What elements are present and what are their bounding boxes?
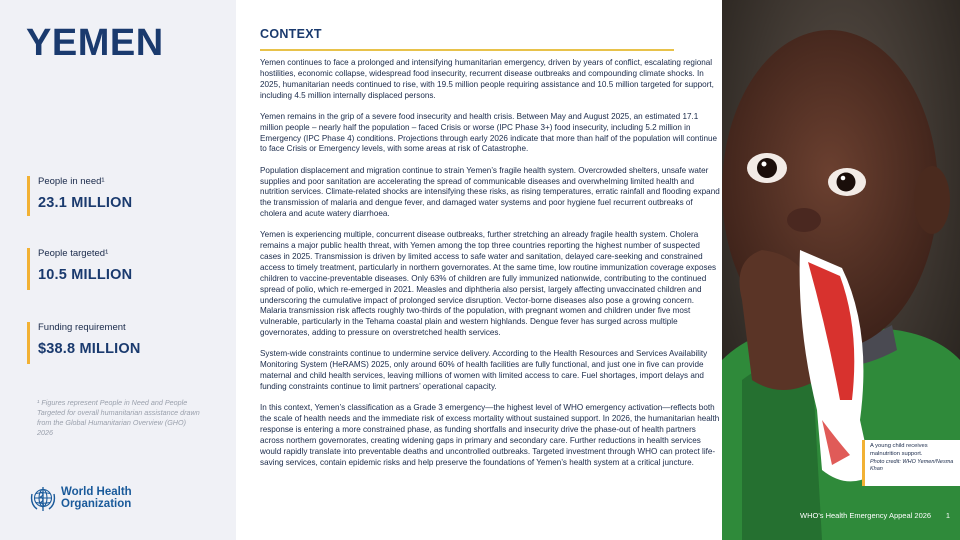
stat-label: People targeted¹: [38, 248, 109, 259]
page-number: 1: [945, 511, 950, 520]
context-paragraph: Population displacement and migration continue to strain Yemen’s fragile health system. Overcrowded shelters, unsafe water supplies and poor sanitation are accelerating the spread of communicable diseases and overwhelming limited health and nutrition services. Climate-related shocks are intensifying these risks, as rising temperatures, erratic rainfall and flooding expand the transmission of malaria and dengue fever, and damaged water systems and poor hygiene fuel recurrent outbreaks of cholera and acute watery diarrhoea.: [260, 165, 720, 219]
context-body: [260, 58, 720, 479]
context-heading: CONTEXT: [260, 27, 322, 41]
page-footer: [800, 511, 950, 520]
who-logo-line2: Organization: [61, 498, 132, 510]
context-paragraph: Yemen continues to face a prolonged and intensifying humanitarian emergency, driven by years of conflict, escalating regional hostilities, economic collapse, widespread food insecurity, recurrent disease outbreaks and compounding climate shocks. In 2025, humanitarian needs continued to rise, with 19.5 million people requiring assistance and 10.5 million targeted for support, including 4.5 million internally displaced persons.: [260, 58, 714, 100]
who-emblem-icon: [28, 484, 58, 514]
stat-funding-requirement: [27, 322, 227, 364]
stat-value: 23.1 MILLION: [38, 195, 133, 211]
who-logo-text: [61, 487, 132, 510]
context-paragraph: Yemen is experiencing multiple, concurrent disease outbreaks, further stretching an already fragile health system. Cholera remains a major public health threat, with Yemen among the top three countries reporting the highest number of suspected cases in 2025. Transmission is driven by limited access to safe water and sanitation, delayed care-seeking and constrained access to timely treatment, particularly in northern governorates. At the same time, low routine immunization coverage exposes children to vaccine-preventable diseases. Only 63% of children are fully immunized nationwide, contributing to the continued spread of polio, which re-emerged in 2021. Measles and diphtheria also persist, largely affecting unvaccinated children and underscoring the cumulative impact of prolonged service disruption. Vector-borne diseases also pose a growing concern. Malaria transmission risk affects roughly two-thirds of the population, with pregnant women and children under five most vulnerable, particularly in the Tehama coastal plain and western highlands. Dengue fever has surged across multiple governorates, adding to pressure on overstretched health services.: [260, 230, 717, 338]
stat-value: 10.5 MILLION: [38, 267, 133, 283]
stat-label: People in need¹: [38, 176, 105, 187]
stat-people-in-need: [27, 176, 227, 216]
caption-credit: Photo credit: WHO Yemen/Nesma Khan: [870, 458, 954, 473]
who-logo[interactable]: [28, 484, 132, 514]
context-paragraph: Yemen remains in the grip of a severe food insecurity and health crisis. Between May and August 2025, an estimated 17.1 million people – nearly half the population – faced Crisis or worse (IPC Phase 3+) food insecurity, including 5.2 million in Emergency (IPC Phase 4) conditions. Projections through early 2026 indicate that more than half of the population will continue to face Crisis or Emergency levels, with some areas at risk of Catastrophe.: [260, 111, 718, 154]
context-section: [260, 0, 718, 540]
who-logo-line1: World Health: [61, 486, 132, 499]
heading-divider: [260, 49, 674, 51]
photo-caption: [862, 440, 960, 486]
context-paragraph: In this context, Yemen’s classification as a Grade 3 emergency—the highest level of WHO emergency activation—reflects both the scale of health needs and the immediate risk of excess mortality without sustained support. In 2026, the humanitarian health response is entering a more constrained phase, as funding shortfalls and insecurity drive the phase-out of health partners across northern governorates, creating widening gaps in primary and secondary care. Further reductions in health services would rapidly translate into preventable deaths and uncontrolled outbreaks. Targeted investment through WHO can protect life-saving services, contain epidemic risks and help preserve the foundations of Yemen’s health system at a critical juncture.: [260, 403, 720, 467]
stat-value: $38.8 MILLION: [38, 341, 141, 357]
stat-label: Funding requirement: [38, 322, 126, 333]
country-title: YEMEN: [26, 22, 164, 64]
caption-text: A young child receives malnutrition support.: [870, 443, 928, 457]
footnote: ¹ Figures represent People in Need and People Targeted for overall humanitarian assistance drawn from the Global Humanitarian Overview (GHO) 2026: [37, 398, 200, 438]
context-paragraph: System-wide constraints continue to undermine service delivery. According to the Health Resources and Services Availability Monitoring System (HeRAMS) 2025, only around 60% of health facilities are fully functional, and just one in five can provide maternal and child health services, leaving millions of women with limited access to care. Fuel shortages, import delays and funding constraints continue to limit partners’ operational capacity.: [260, 349, 708, 391]
sidebar-panel: [0, 0, 236, 540]
footer-label: WHO's Health Emergency Appeal 2026: [800, 511, 932, 520]
stat-people-targeted: [27, 248, 227, 290]
